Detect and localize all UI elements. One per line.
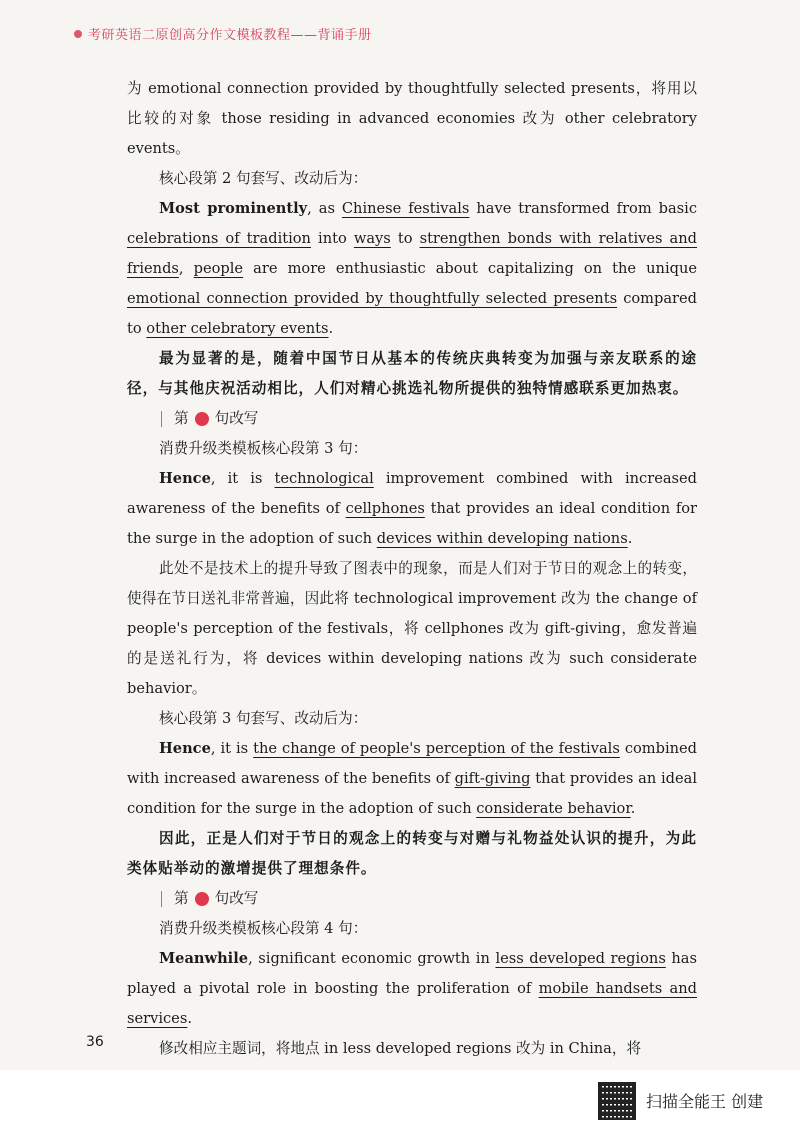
lead-word: Hence bbox=[159, 740, 211, 757]
underlined-phrase: gift-giving bbox=[454, 770, 531, 787]
lead-word: Hence bbox=[159, 470, 211, 487]
underlined-phrase: less developed regions bbox=[495, 950, 666, 967]
lead-word: Meanwhile bbox=[159, 950, 249, 967]
text: , bbox=[178, 260, 194, 277]
scanner-label: 扫描全能王 创建 bbox=[646, 1092, 764, 1111]
text: , significant economic growth in bbox=[248, 950, 496, 967]
underlined-phrase: Chinese festivals bbox=[341, 200, 470, 217]
paragraph: 修改相应主题词，将地点 in less developed regions 改为 in China，将 bbox=[159, 1040, 642, 1057]
qr-code-icon bbox=[598, 1082, 636, 1120]
section-label: 句改写 bbox=[214, 890, 259, 907]
underlined-phrase: devices within developing nations bbox=[376, 530, 628, 547]
text: has played a pivotal role in boosting the proliferation of bbox=[127, 950, 697, 997]
text: are more enthusiastic about capitalizing on the unique bbox=[243, 260, 697, 277]
english-sentence-3b bbox=[127, 734, 697, 824]
chinese-translation-3: 因此，正是人们对于节日的观念上的转变与对赠与礼物益处认识的提升，为此类体贴举动的激增提供了理想条件。 bbox=[127, 830, 697, 877]
text: . bbox=[630, 800, 636, 817]
underlined-phrase: technological bbox=[274, 470, 374, 487]
underlined-phrase: people bbox=[193, 260, 244, 277]
text: that provides an ideal condition for the surge in the adoption of such bbox=[127, 500, 698, 547]
section-heading-3 bbox=[161, 404, 697, 434]
running-header bbox=[74, 24, 372, 43]
header-title: 考研英语二原创高分作文模板教程——背诵手册 bbox=[88, 28, 372, 43]
english-sentence-4 bbox=[127, 944, 697, 1034]
number-circle-icon bbox=[195, 892, 209, 906]
text: have transformed from basic bbox=[469, 200, 698, 217]
text: . bbox=[627, 530, 633, 547]
page-number: 36 bbox=[86, 1034, 104, 1050]
text: combined with increased awareness of the benefits of bbox=[127, 740, 698, 787]
divider bbox=[161, 411, 162, 427]
underlined-phrase: mobile handsets and services bbox=[127, 980, 697, 1027]
underlined-phrase: the change of people's perception of the festivals bbox=[253, 740, 620, 757]
label-line: 消费升级类模板核心段第 4 句： bbox=[159, 920, 368, 937]
section-label: 第 bbox=[174, 890, 189, 907]
chinese-translation-2: 最为显著的是，随着中国节日从基本的传统庆典转变为加强与亲友联系的途径，与其他庆祝活动相比，人们对精心挑选礼物所提供的独特情感联系更加热衷。 bbox=[127, 350, 697, 397]
text: , it is bbox=[210, 470, 275, 487]
label-line: 核心段第 2 句套写、改动后为： bbox=[159, 170, 368, 187]
label-line: 核心段第 3 句套写、改动后为： bbox=[159, 710, 368, 727]
bullet-dot-icon bbox=[74, 30, 82, 38]
text: , it is bbox=[210, 740, 254, 757]
underlined-phrase: celebrations of tradition bbox=[127, 230, 311, 247]
text: improvement combined with increased awareness of the benefits of bbox=[127, 470, 697, 517]
section-heading-4 bbox=[161, 884, 697, 914]
underlined-phrase: considerate behavior bbox=[476, 800, 631, 817]
label-line: 消费升级类模板核心段第 3 句： bbox=[159, 440, 368, 457]
text: that provides an ideal condition for the surge in the adoption of such bbox=[127, 770, 697, 817]
text: . bbox=[187, 1010, 192, 1027]
paragraph: 为 emotional connection provided by thoughtfully selected presents，将用以比较的对象 those residing in advanced economies 改为 other celebratory events。 bbox=[127, 80, 697, 157]
section-label: 句改写 bbox=[214, 410, 259, 427]
text: into bbox=[310, 230, 354, 247]
number-circle-icon bbox=[195, 412, 209, 426]
text: to bbox=[390, 230, 420, 247]
page-body bbox=[127, 74, 697, 1064]
underlined-phrase: ways bbox=[353, 230, 391, 247]
text: , as bbox=[307, 200, 342, 217]
paragraph: 此处不是技术上的提升导致了图表中的现象，而是人们对于节日的观念上的转变，使得在节日送礼非常普遍，因此将 technological improvement 改为 the change of people's perception of the festivals，将 cellphones 改为 gift-giving，愈发普遍的是送礼行为，将 devices within developing nations 改为 such considerate behavior。 bbox=[127, 560, 697, 697]
text: compared to bbox=[127, 290, 697, 337]
english-sentence-3 bbox=[127, 464, 697, 554]
underlined-phrase: other celebratory events bbox=[146, 320, 329, 337]
underlined-phrase: strengthen bonds with relatives and friends bbox=[127, 230, 697, 277]
divider bbox=[161, 891, 162, 907]
underlined-phrase: cellphones bbox=[345, 500, 425, 517]
english-sentence-2 bbox=[127, 194, 697, 344]
underlined-phrase: emotional connection provided by thoughtfully selected presents bbox=[127, 290, 618, 307]
section-label: 第 bbox=[174, 410, 189, 427]
text: . bbox=[328, 320, 334, 337]
lead-word: Most prominently bbox=[159, 200, 308, 217]
